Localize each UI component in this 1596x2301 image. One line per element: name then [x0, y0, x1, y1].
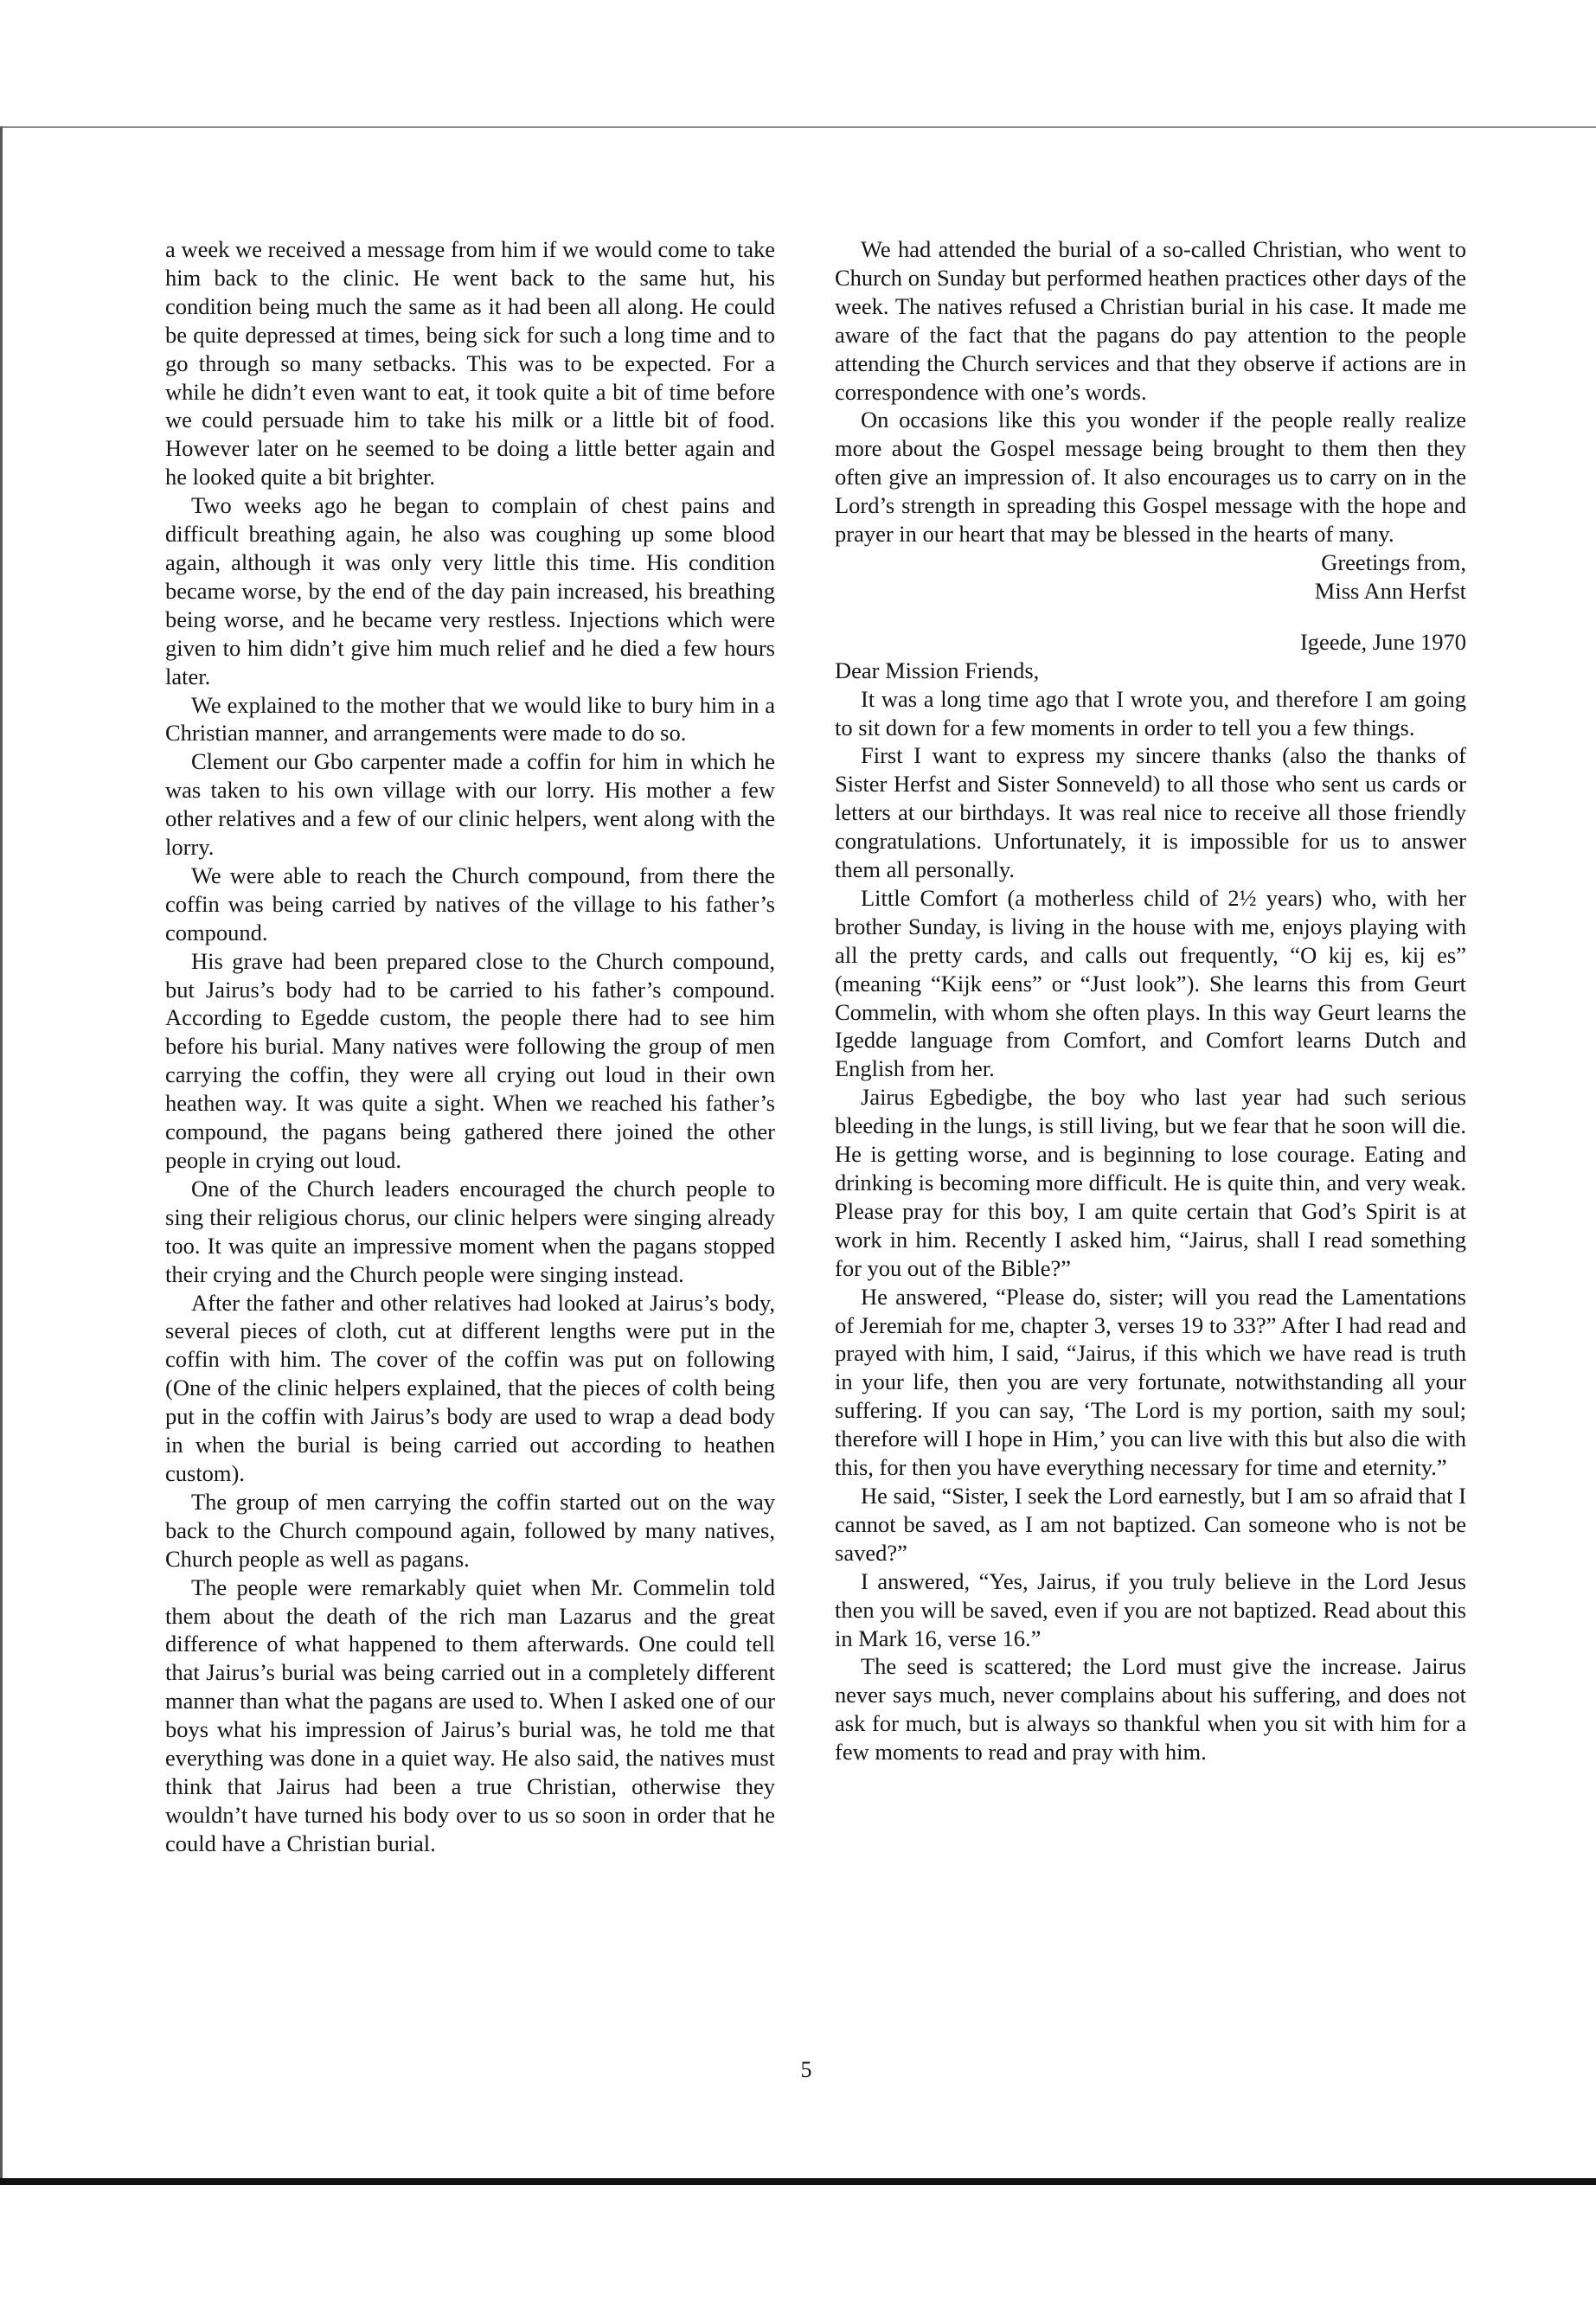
signature: Miss Ann Herfst: [1314, 577, 1466, 604]
paragraph: We were able to reach the Church compound, from there the coffin was being carried by natives of the village to his father’s compound.: [165, 862, 775, 945]
paragraph: Two weeks ago he began to complain of chest pains and difficult breathing again, he also was coughing up some blood again, although it was only very little this time. His condition became worse, by the end of the day pain increased, his breathing being worse, and he became very restless. Injections which were given to him didn’t give him much relief and he died a few hours later.: [165, 492, 775, 689]
paragraph: a week we received a message from him if we would come to take him back to the clinic. He went back to the same hut, his condition being much the same as it had been all along. He could be quite depressed at times, being sick for such a long time and to go through so many setbacks. This was to be expected. For a while he didn’t even want to eat, it took quite a bit of time before we could persuade him to take his milk or a little bit of food. However later on he seemed to be doing a little better again and he looked quite a bit brighter.: [165, 236, 775, 490]
bottom-border-rule: [0, 2178, 1596, 2185]
page-number: 5: [800, 2057, 812, 2082]
paragraph: His grave had been prepared close to the Church compound, but Jairus’s body had to be carried to his father’s compound. According to Egedde custom, the people there had to see him before his burial. Many natives were following the group of men carrying the coffin, they were all crying out loud in their own heathen way. It was quite a sight. When we reached his father’s compound, the pagans being gathered there joined the other people in crying out loud.: [165, 947, 775, 1173]
left-column: [165, 235, 775, 1858]
paragraph: On occasions like this you wonder if the people really realize more about the Gospel message being brought to them then they often give an impression of. It also encourages us to carry on in the Lord’s strength in spreading this Gospel message with the hope and prayer in our heart that may be blessed in the hearts of many.: [835, 407, 1466, 548]
right-column: [835, 235, 1466, 1766]
salutation: Dear Mission Friends,: [835, 657, 1040, 683]
paragraph: Little Comfort (a motherless child of 2½ years) who, with her brother Sunday, is living in the house with me, enjoys playing with all the pretty cards, and calls out frequently, “O kij es, kij es” (meaning “Kijk eens” or “Just look”). She learns this from Geurt Commelin, with whom she often plays. In this way Geurt learns the Igedde language from Comfort, and Comfort learns Dutch and English from her.: [835, 884, 1466, 1082]
left-border-edge: [0, 126, 3, 2185]
paragraph: After the father and other relatives had looked at Jairus’s body, several pieces of cloth, cut at different lengths were put in the coffin with him. The cover of the coffin was put on following (One of the clinic helpers explained, that the pieces of colth being put in the coffin with Jairus’s body are used to wrap a dead body in when the burial is being carried out according to heathen custom).: [165, 1289, 775, 1486]
closing-line: Greetings from,: [1321, 548, 1466, 575]
paragraph: First I want to express my sincere thanks (also the thanks of Sister Herfst and Sister Sonneveld) to all those who sent us cards or letters at our birthdays. It was real nice to receive all those friendly congratulations. Unfortunately, it is impossible for us to answer them all personally.: [835, 742, 1466, 883]
paragraph: We had attended the burial of a so-called Christian, who went to Church on Sunday but performed heathen practices other days of the week. The natives refused a Christian burial in his case. It made me aware of the fact that the pagans do pay attention to the people attending the Church services and that they observe if actions are in correspondence with one’s words.: [835, 236, 1466, 405]
paragraph: Clement our Gbo carpenter made a coffin for him in which he was taken to his own village with our lorry. His mother a few other relatives and a few of our clinic helpers, went along with the lorry.: [165, 748, 775, 861]
paragraph: Jairus Egbedigbe, the boy who last year had such serious bleeding in the lungs, is still living, but we fear that he soon will die. He is getting worse, and is beginning to lose courage. Eating and drinking is becoming more difficult. He is quite thin, and very weak. Please pray for this boy, I am quite certain that God’s Spirit is at work in him. Recently I asked him, “Jairus, shall I read something for you out of the Bible?”: [835, 1084, 1466, 1281]
paragraph: The seed is scattered; the Lord must give the increase. Jairus never says much, never complains about his suffering, and does not ask for much, but is always so thankful when you sit with him for a few moments to read and pray with him.: [835, 1653, 1466, 1766]
paragraph: One of the Church leaders encouraged the church people to sing their religious chorus, our clinic helpers were singing already too. It was quite an impressive moment when the pagans stopped their crying and the Church people were singing instead.: [165, 1175, 775, 1287]
dateline: Igeede, June 1970: [1299, 628, 1466, 655]
paragraph: He answered, “Please do, sister; will you read the Lamentations of Jeremiah for me, chapter 3, verses 19 to 33?” After I had read and prayed with him, I said, “Jairus, if this which we have read is truth in your life, then you are very fortunate, notwithstanding all your suffering. If you can say, ‘The Lord is my portion, saith my soul; therefore will I hope in Him,’ you can live with this but also die with this, for then you have everything necessary for time and eternity.”: [835, 1283, 1466, 1481]
paragraph: The people were remarkably quiet when Mr. Commelin told them about the death of the rich man Lazarus and the great difference of what happened to them afterwards. One could tell that Jairus’s burial was being carried out in a completely different manner than what the pagans are used to. When I asked one of our boys what his impression of Jairus’s burial was, he told me that everything was done in a quiet way. He also said, the natives must think that Jairus had been a true Christian, otherwise they wouldn’t have turned his body over to us so soon in order that he could have a Christian burial.: [165, 1574, 775, 1856]
paragraph: We explained to the mother that we would like to bury him in a Christian manner, and arrangements were made to do so.: [165, 691, 775, 747]
paragraph: He said, “Sister, I seek the Lord earnestly, but I am so afraid that I cannot be saved, as I am not baptized. Can someone who is not be saved?”: [835, 1482, 1466, 1566]
top-border-rule: [0, 126, 1596, 128]
paragraph: It was a long time ago that I wrote you, and therefore I am going to sit down for a few moments in order to tell you a few things.: [835, 685, 1466, 740]
paragraph: The group of men carrying the coffin started out on the way back to the Church compound again, followed by many natives, Church people as well as pagans.: [165, 1488, 775, 1572]
paragraph: I answered, “Yes, Jairus, if you truly believe in the Lord Jesus then you will be saved, even if you are not baptized. Read about this in Mark 16, verse 16.”: [835, 1567, 1466, 1651]
